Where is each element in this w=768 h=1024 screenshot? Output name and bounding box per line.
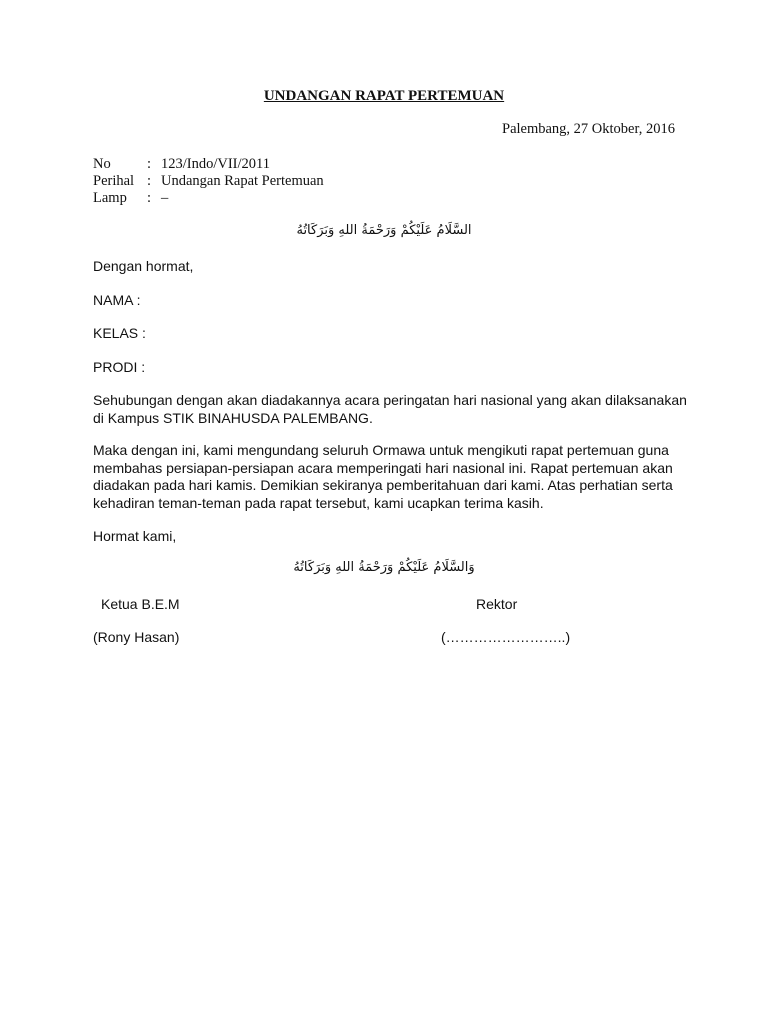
closing: Hormat kami, [93,528,177,544]
left-signatory-role: Ketua B.E.M [101,596,180,612]
meta-value: Undangan Rapat Pertemuan [161,173,324,189]
meta-label: Perihal [93,173,135,189]
paragraph-intro [93,392,687,427]
field-kelas: KELAS : [93,325,146,341]
left-signatory-name: (Rony Hasan) [93,629,180,645]
right-signatory-role: Rektor [476,596,518,612]
meta-label: Lamp [93,190,127,206]
meta-value: 123/Indo/VII/2011 [161,156,271,172]
meta-value: – [161,190,169,206]
paragraph-line: diadakan pada hari kamis. Demikian sekiranya pemberitahuan dari kami. Atas perhatian serta [93,477,673,493]
opening-salam: السَّلَامُ عَلَيْكُمْ وَرَحْمَةُ اللهِ وَبَرَكَاتُهُ [296,223,472,238]
field-prodi: PRODI : [93,359,146,375]
meta-label: No [93,156,111,172]
meta-row-no: No : 123/Indo/VII/2011 [93,156,271,172]
paragraph-line: membahas persiapan-persiapan acara memperingati hari nasional ini. Rapat pertemuan akan [93,459,673,476]
right-signatory-name: (……………………..) [441,629,571,645]
paragraph-line: Sehubungan dengan akan diadakannya acara peringatan hari nasional yang akan dilaksanakan [93,392,687,408]
paragraph-line: kehadiran teman-teman pada rapat tersebut, kami ucapkan terima kasih. [93,494,544,511]
closing-salam: وَالسَّلَامُ عَلَيْكُمْ وَرَحْمَةُ اللهِ وَبَرَكَاتُهُ [293,560,475,575]
place-date: Palembang, 27 Oktober, 2016 [502,121,675,137]
letter-title: UNDANGAN RAPAT PERTEMUAN [263,88,505,104]
field-nama: NAMA : [93,292,141,308]
meta-row-lamp: Lamp : – [93,190,169,206]
paragraph-line: di Kampus STIK BINAHUSDA PALEMBANG. [93,409,373,426]
paragraph-line: Maka dengan ini, kami mengundang seluruh Ormawa untuk mengikuti rapat pertemuan guna [93,442,669,458]
paragraph-invitation [93,442,683,512]
meta-row-perihal: Perihal : Undangan Rapat Pertemuan [93,173,324,189]
greeting: Dengan hormat, [93,258,194,274]
